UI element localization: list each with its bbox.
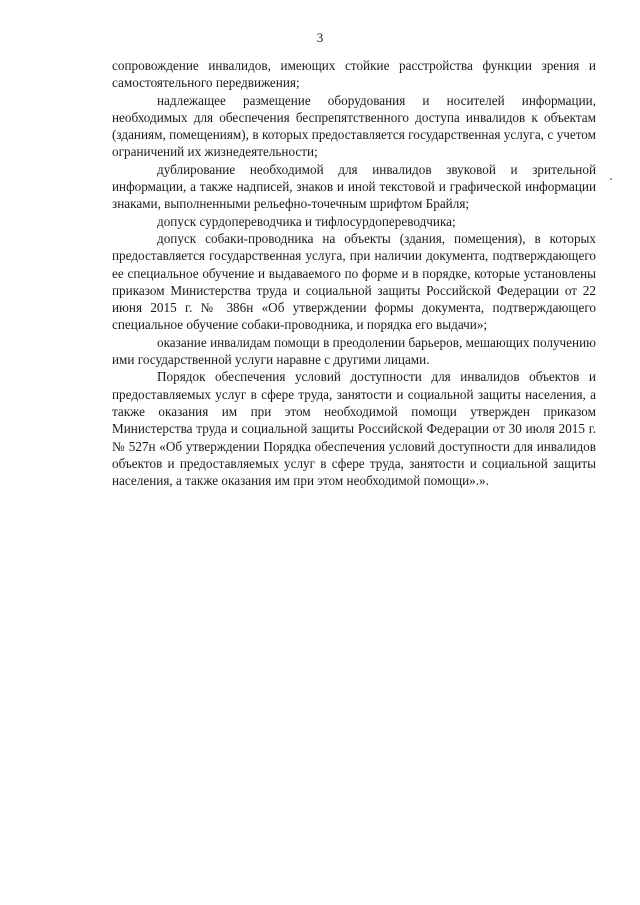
paragraph-interpreter-access: допуск сурдопереводчика и тифлосурдопереводчика; bbox=[157, 213, 456, 229]
paragraph-barrier-assistance: оказание инвалидам помощи в преодолении барьеров, мешающих получению ими государственной услуги наравне с другими лицами. bbox=[112, 334, 596, 368]
page-number: 3 bbox=[316, 30, 324, 45]
scan-speck bbox=[610, 178, 612, 180]
paragraph-information-duplication: дублирование необходимой для инвалидов звуковой и зрительной информации, а также надписей, знаков и иной текстовой и графической информации знаками, выполненными рельефно-точечным шрифтом Брайля; bbox=[112, 161, 596, 212]
paragraph-guide-dog-access: допуск собаки-проводника на объекты (здания, помещения), в которых предоставляется государственная услуга, при наличии документа, подтверждающего ее специальное обучение и выдаваемого по форме и в порядке, которые установлены приказом Министерства труда и социальной защиты Российской Федерации от 22 июня 2015 г. № 386н «Об утверждении формы документа, подтверждающего специальное обучение собаки-проводника, и порядка его выдачи»; bbox=[112, 230, 596, 333]
paragraph-escort: сопровождение инвалидов, имеющих стойкие расстройства функции зрения и самостоятельного передвижения; bbox=[112, 58, 596, 91]
document-body bbox=[112, 57, 596, 489]
paragraph-accessibility-procedure: Порядок обеспечения условий доступности для инвалидов объектов и предоставляемых услуг в сфере труда, занятости и социальной защиты населения, а также оказания им при этом необходимой помощи утвержден приказом Министерства труда и социальной защиты Российской Федерации от 30 июля 2015 г. № 527н «Об утверждении Порядка обеспечения условий доступности для инвалидов объектов и предоставляемых услуг в сфере труда, занятости и социальной защиты населения, а также оказания им при этом необходимой помощи».». bbox=[112, 369, 596, 489]
paragraph-equipment-placement: надлежащее размещение оборудования и носителей информации, необходимых для обеспечения беспрепятственного доступа инвалидов к объектам (зданиям, помещениям), в которых предоставляется государственная услуга, с учетом ограничений их жизнедеятельности; bbox=[112, 92, 596, 160]
